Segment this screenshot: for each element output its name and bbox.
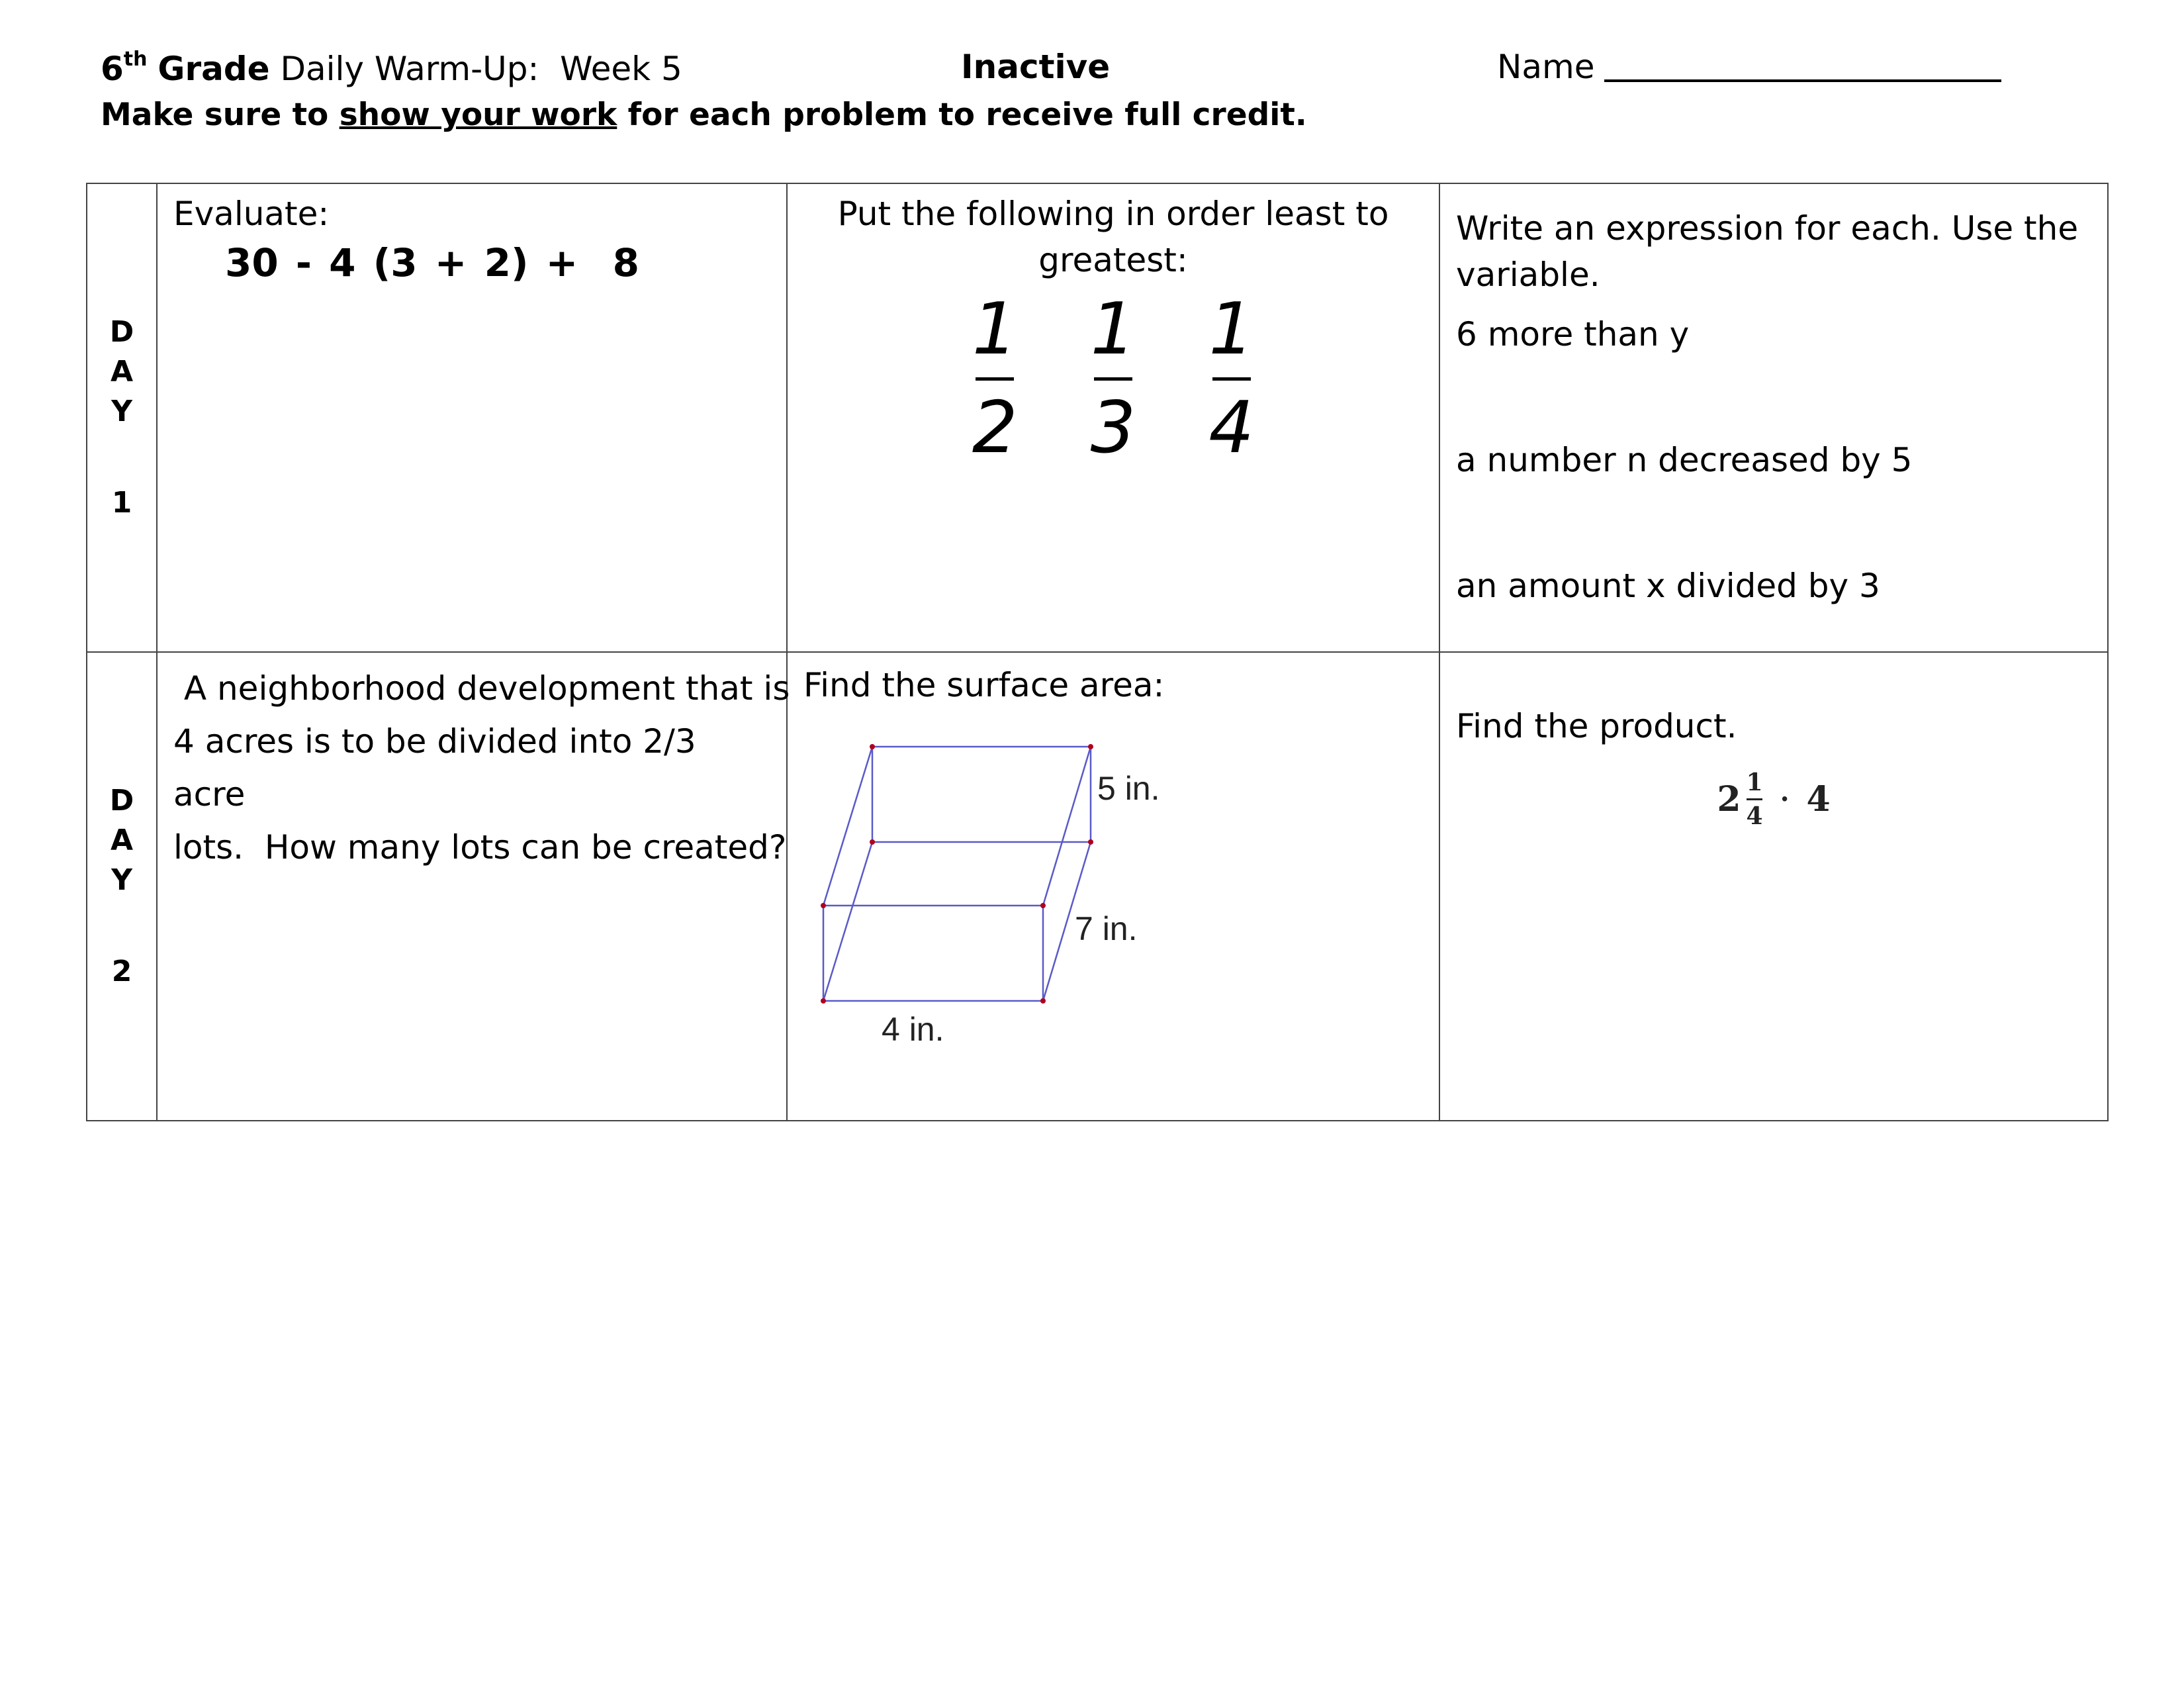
day-letter: Y (111, 863, 132, 897)
day-1-row (87, 183, 2108, 652)
day-letter: D (109, 784, 134, 818)
day-2-label (110, 781, 134, 992)
day-2-label-cell (87, 652, 157, 1121)
day-letter: Y (111, 395, 132, 428)
expression-item: 6 more than y (1456, 315, 1690, 353)
instruction-after: for each problem to receive full credit. (617, 97, 1307, 133)
rectangular-prism-diagram (788, 719, 1264, 1076)
word-problem-line: 4 acres is to be divided into 2/3 acre (173, 722, 696, 814)
day-2-row (87, 652, 2108, 1121)
fraction-list (803, 290, 1423, 468)
worksheet-header (101, 48, 2086, 133)
surface-area-prompt: Find the surface area: (803, 666, 1165, 704)
title-line (101, 48, 2086, 101)
instructions (101, 97, 2086, 133)
day-number: 1 (111, 486, 132, 520)
evaluate-expression: 30 - 4 (3 + 2) + 8 (225, 240, 639, 285)
day-letter: A (110, 355, 134, 389)
fraction-one-fourth: 1 4 (1208, 288, 1255, 469)
name-label: Name (1497, 48, 1595, 86)
status-label: Inactive (961, 48, 1111, 86)
order-fractions-cell[interactable] (787, 183, 1439, 652)
word-problem-line: A neighborhood development that is (173, 669, 790, 708)
order-prompt: Put the following in order least to greatest: (837, 195, 1389, 279)
instruction-before: Make sure to (101, 97, 340, 133)
depth-label: 7 in. (1075, 910, 1138, 947)
width-label: 4 in. (882, 1011, 944, 1048)
height-label: 5 in. (1097, 770, 1160, 807)
instruction-underlined: show your work (339, 97, 617, 133)
worksheet-title: Daily Warm-Up: Week 5 (269, 50, 682, 88)
word-problem-line: lots. How many lots can be created? (173, 828, 787, 867)
day-number: 2 (111, 955, 132, 988)
fraction-one-half: 1 2 (972, 288, 1018, 469)
product-expression (1456, 769, 2091, 829)
day-letter: A (110, 823, 134, 857)
mixed-number-fraction: 1 4 (1746, 769, 1763, 830)
write-expression-cell[interactable] (1439, 183, 2108, 652)
day-letter: D (109, 315, 134, 349)
multiply-dot: · (1780, 783, 1790, 815)
grade-word: Grade (158, 50, 270, 88)
expression-prompt: Write an expression for each. Use the variable. (1456, 209, 2079, 294)
day-1-label (110, 312, 134, 523)
name-field (1497, 48, 2001, 86)
expression-item: an amount x divided by 3 (1456, 567, 1880, 605)
product-prompt: Find the product. (1456, 707, 1737, 745)
expression-item: a number n decreased by 5 (1456, 441, 1913, 479)
evaluate-cell[interactable] (157, 183, 787, 652)
evaluate-label: Evaluate: (173, 195, 330, 233)
name-blank-line[interactable] (1604, 48, 2001, 82)
word-problem-cell[interactable] (157, 652, 790, 1121)
surface-area-cell[interactable] (787, 652, 1439, 1121)
warmup-grid (86, 183, 2109, 1121)
prism-edges (823, 747, 1091, 1001)
grade-number: 6th (101, 48, 148, 88)
fraction-one-third: 1 3 (1090, 288, 1136, 469)
find-product-cell[interactable] (1439, 652, 2108, 1121)
product-factor: 4 (1806, 778, 1831, 820)
mixed-number-whole: 2 (1717, 778, 1741, 820)
